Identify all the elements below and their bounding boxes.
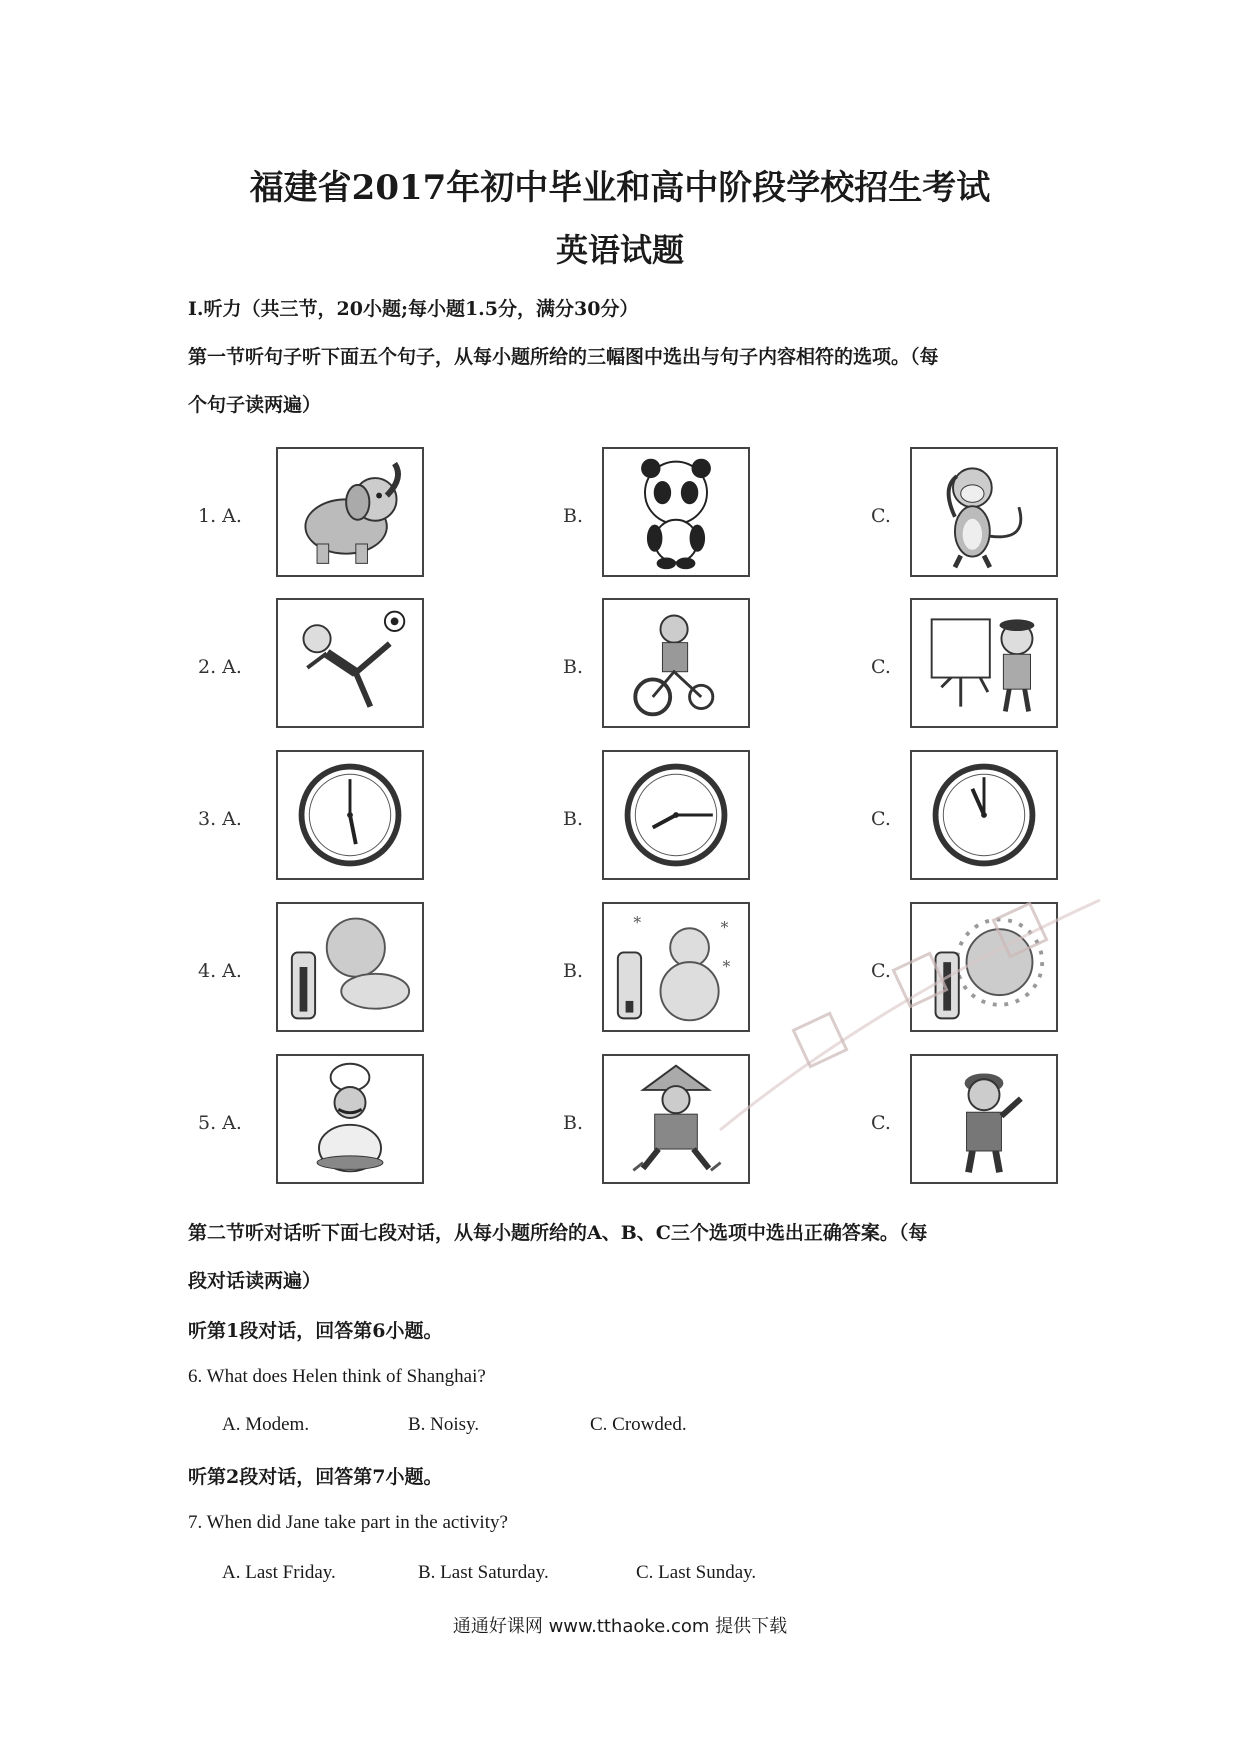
- svg-text:*: *: [633, 914, 642, 933]
- question-1-option-b[interactable]: [602, 447, 750, 577]
- question-4-option-a[interactable]: [276, 902, 424, 1032]
- watermark-stamp: [700, 880, 1120, 1140]
- cyclist-icon: [604, 600, 748, 726]
- question-6-option-c[interactable]: C. Crowded.: [590, 1414, 687, 1435]
- question-6-option-a[interactable]: A. Modem.: [222, 1414, 310, 1435]
- question-5-label-c: C.: [871, 1112, 891, 1134]
- question-1-option-a[interactable]: [276, 447, 424, 577]
- soccer-player-icon: [278, 600, 422, 726]
- question-6-text: 6. What does Helen think of Shanghai?: [188, 1366, 486, 1387]
- question-3-option-a[interactable]: [276, 750, 424, 880]
- section2-instruction-line1: 第二节听对话听下面七段对话，从每小题所给的A、B、C三个选项中选出正确答案。（每: [188, 1222, 928, 1244]
- question-3-option-b[interactable]: [602, 750, 750, 880]
- dialog2-heading: 听第2段对话，回答第7小题。: [188, 1466, 443, 1488]
- question-2-option-b[interactable]: [602, 598, 750, 728]
- question-7-option-b[interactable]: B. Last Saturday.: [418, 1562, 549, 1583]
- question-2-label-c: C.: [871, 656, 891, 678]
- monkey-icon: [912, 449, 1056, 575]
- question-2-option-c[interactable]: [910, 598, 1058, 728]
- dialog1-heading: 听第1段对话，回答第6小题。: [188, 1320, 443, 1342]
- question-7-option-c[interactable]: C. Last Sunday.: [636, 1562, 757, 1583]
- clock-icon: [278, 752, 422, 878]
- question-4-label-a: 4. A.: [198, 960, 242, 982]
- footer-source: 通通好课网 www.tthaoke.com 提供下载: [452, 1616, 788, 1637]
- question-5-option-a[interactable]: [276, 1054, 424, 1184]
- question-4-label-b: B.: [563, 960, 584, 982]
- question-2-label-b: B.: [563, 656, 584, 678]
- question-1-label-b: B.: [563, 505, 584, 527]
- question-3-option-c[interactable]: [910, 750, 1058, 880]
- question-2-label-a: 2. A.: [198, 656, 242, 678]
- question-5-label-b: B.: [563, 1112, 584, 1134]
- question-5-label-a: 5. A.: [198, 1112, 242, 1134]
- question-3-label-c: C.: [871, 808, 891, 830]
- question-7-text: 7. When did Jane take part in the activity?: [188, 1512, 508, 1533]
- page-subtitle: 英语试题: [555, 231, 684, 269]
- question-3-label-b: B.: [563, 808, 584, 830]
- clock-icon: [912, 752, 1056, 878]
- section2-instruction-line2: 段对话读两遍）: [188, 1270, 322, 1292]
- page-title: 福建省2017年初中毕业和高中阶段学校招生考试: [249, 168, 991, 208]
- painter-icon: [912, 600, 1056, 726]
- question-6-option-b[interactable]: B. Noisy.: [408, 1414, 480, 1435]
- question-4-label-c: C.: [871, 960, 891, 982]
- sun-cloud-thermometer-icon: [278, 904, 422, 1030]
- section1-instruction-line2: 个句子读两遍）: [188, 394, 322, 416]
- question-1-label-c: C.: [871, 505, 891, 527]
- question-1-label-a: 1. A.: [198, 505, 242, 527]
- clock-icon: [604, 752, 748, 878]
- question-1-option-c[interactable]: [910, 447, 1058, 577]
- part1-heading: I.听力（共三节，20小题;每小题1.5分，满分30分）: [188, 298, 639, 320]
- question-2-option-a[interactable]: [276, 598, 424, 728]
- question-3-label-a: 3. A.: [198, 808, 242, 830]
- svg-text:*: *: [722, 957, 731, 976]
- elephant-icon: [278, 449, 422, 575]
- section1-instruction-line1: 第一节听句子听下面五个句子，从每小题所给的三幅图中选出与句子内容相符的选项。（每: [188, 346, 939, 368]
- question-7-option-a[interactable]: A. Last Friday.: [222, 1562, 336, 1583]
- svg-text:*: *: [720, 919, 729, 938]
- panda-icon: [604, 449, 748, 575]
- chef-icon: [278, 1056, 422, 1182]
